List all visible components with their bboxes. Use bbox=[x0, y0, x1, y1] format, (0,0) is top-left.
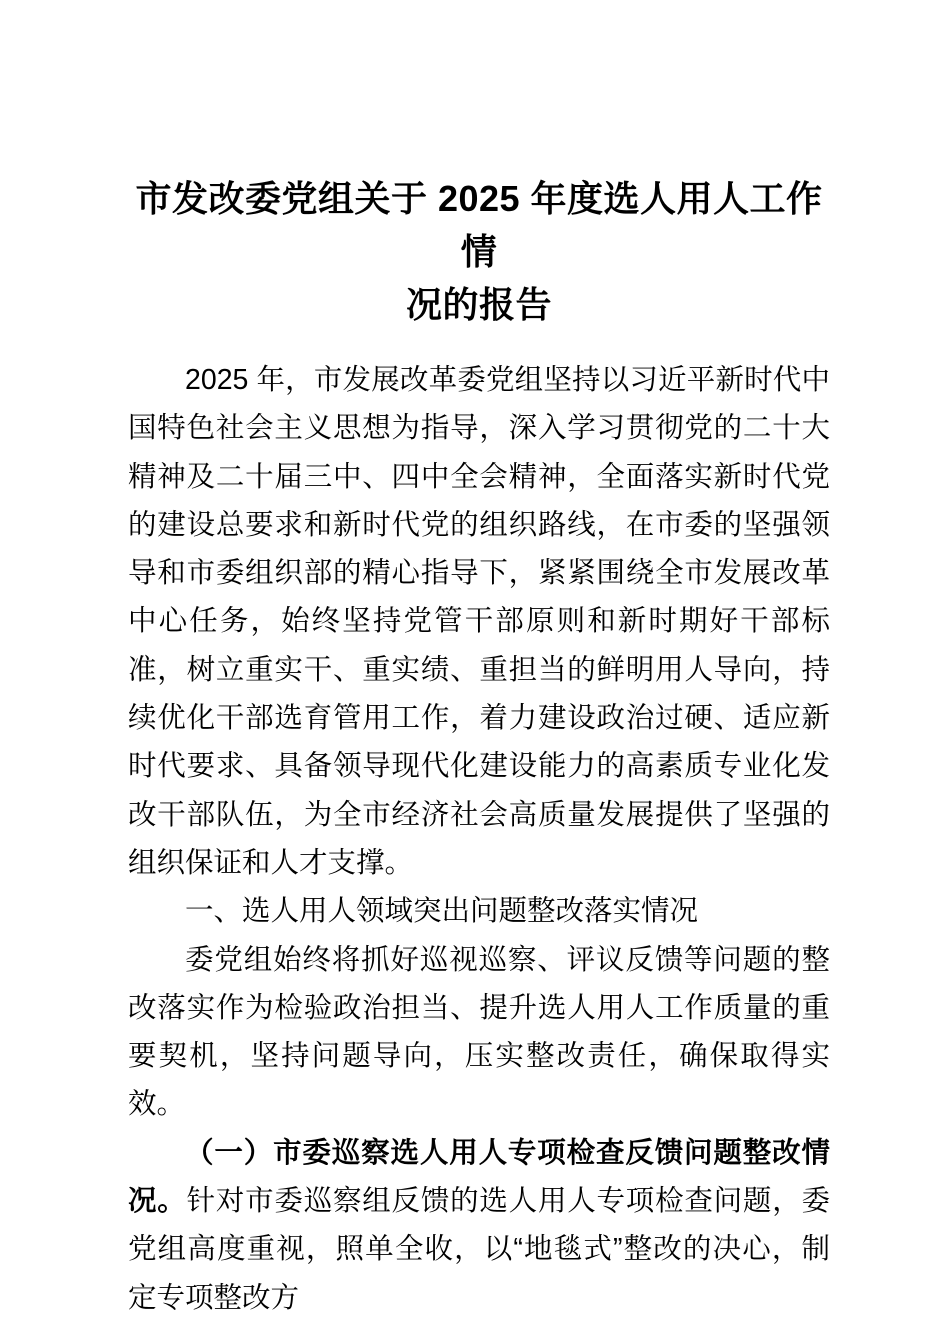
document-body bbox=[128, 356, 830, 1322]
paragraph-section-1-intro: 委党组始终将抓好巡视巡察、评议反馈等问题的整改落实作为检验政治担当、提升选人用人工作质量的重要契机，坚持问题导向，压实整改责任，确保取得实效。 bbox=[128, 943, 830, 1121]
title-line-2: 况的报告 bbox=[405, 284, 552, 325]
subsection-1-1-bold-lead: （一）市委巡察选人用人专项检查反馈问题整改情况。 bbox=[128, 1136, 830, 1218]
page-title bbox=[128, 0, 830, 331]
section-heading-1: 一、选人用人领域突出问题整改落实情况 bbox=[185, 895, 699, 928]
paragraph-subsection-1-1 bbox=[128, 1129, 830, 1322]
document-content bbox=[128, 0, 830, 1322]
paragraph-intro: 2025 年，市发展改革委党组坚持以习近平新时代中国特色社会主义思想为指导，深入学习贯彻党的二十大精神及二十届三中、四中全会精神，全面落实新时代党的建设总要求和新时代党的组织路线，在市委的坚强领导和市委组织部的精心指导下，紧紧围绕全市发展改革中心任务，始终坚持党管干部原则和新时期好干部标准，树立重实干、重实绩、重担当的鲜明用人导向，持续优化干部选育管用工作，着力建设政治过硬、适应新时代要求、具备领导现代化建设能力的高素质专业化发改干部队伍，为全市经济社会高质量发展提供了坚强的组织保证和人才支撑。 bbox=[128, 364, 830, 879]
subsection-1-1-body: 针对市委巡察组反馈的选人用人专项检查问题，委党组高度重视，照单全收，以“地毯式”整改的决心，制定专项整改方 bbox=[128, 1185, 830, 1314]
title-line-1: 市发改委党组关于 2025 年度选人用人工作情 bbox=[135, 178, 823, 272]
